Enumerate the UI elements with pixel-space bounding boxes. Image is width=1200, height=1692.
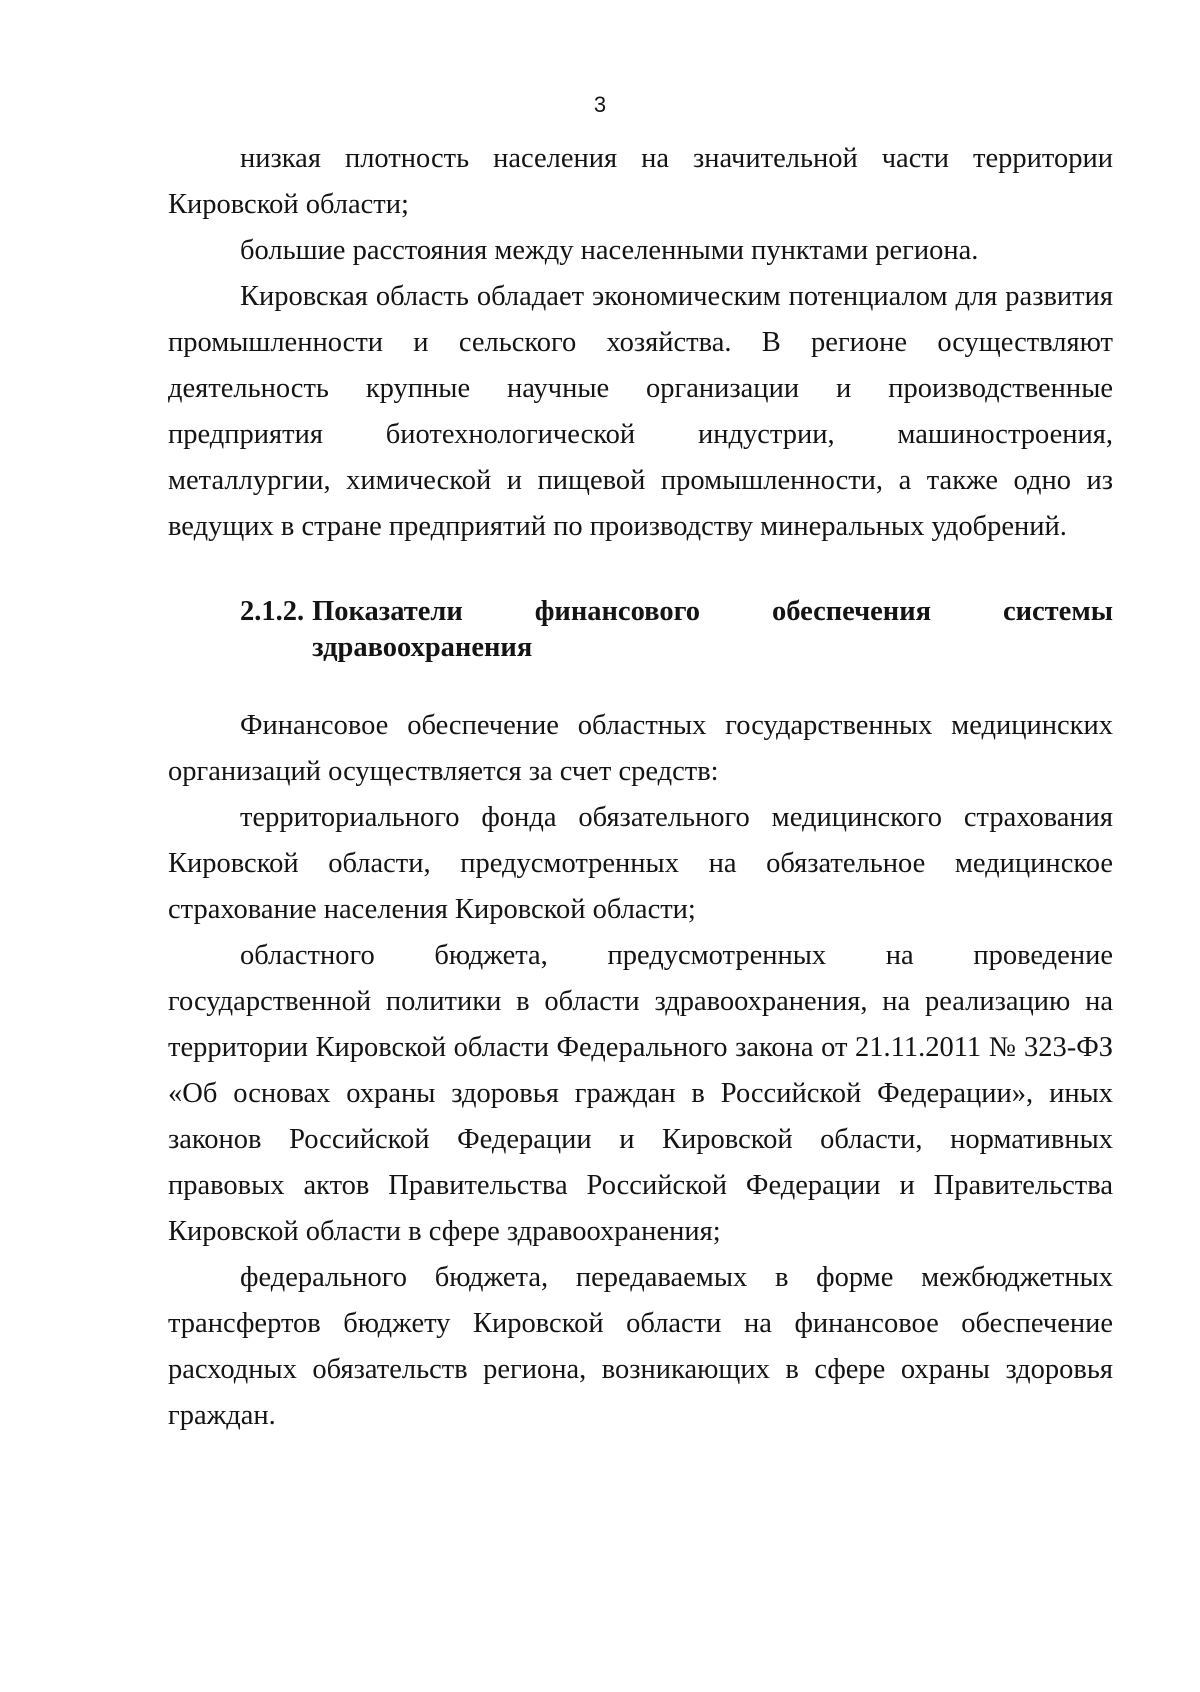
paragraph-large-distances: большие расстояния между населенными пунктами региона. xyxy=(240,235,979,266)
section-heading xyxy=(240,594,1113,666)
page-number: 3 xyxy=(593,92,607,117)
document-body xyxy=(168,136,1113,1439)
paragraph-federal-budget: федерального бюджета, передаваемых в форме межбюджетных трансфертов бюджету Кировской области на финансовое обеспечение расходных обязательств региона, возникающих в сфере охраны здоровья граждан. xyxy=(168,1262,1113,1431)
section-number: 2.1.2. xyxy=(240,596,305,627)
paragraph-territorial-fund: территориального фонда обязательного медицинского страхования Кировской области, предусмотренных на обязательное медицинское страхование населения Кировской области; xyxy=(168,802,1113,925)
section-title: Показатели финансового обеспечения системы здравоохранения xyxy=(312,596,1113,663)
paragraph-funding-sources-intro: Финансовое обеспечение областных государственных медицинских организаций осуществляется за счет средств: xyxy=(168,710,1113,787)
paragraph-low-population-density: низкая плотность населения на значительной части территории Кировской области; xyxy=(168,143,1113,220)
paragraph-economic-potential: Кировская область обладает экономическим потенциалом для развития промышленности и сельского хозяйства. В регионе осуществляют деятельность крупные научные организации и производственные предприятия биотехнологической индустрии, машиностроения, металлургии, химической и пищевой промышленности, а также одно из ведущих в стране предприятий по производству минеральных удобрений. xyxy=(168,281,1113,542)
paragraph-regional-budget: областного бюджета, предусмотренных на проведение государственной политики в области здравоохранения, на реализацию на территории Кировской области Федерального закона от 21.11.2011 № 323-ФЗ «Об основах охраны здоровья граждан в Российской Федерации», иных законов Российской Федерации и Кировской области, нормативных правовых актов Правительства Российской Федерации и Правительства Кировской области в сфере здравоохранения; xyxy=(168,940,1113,1247)
